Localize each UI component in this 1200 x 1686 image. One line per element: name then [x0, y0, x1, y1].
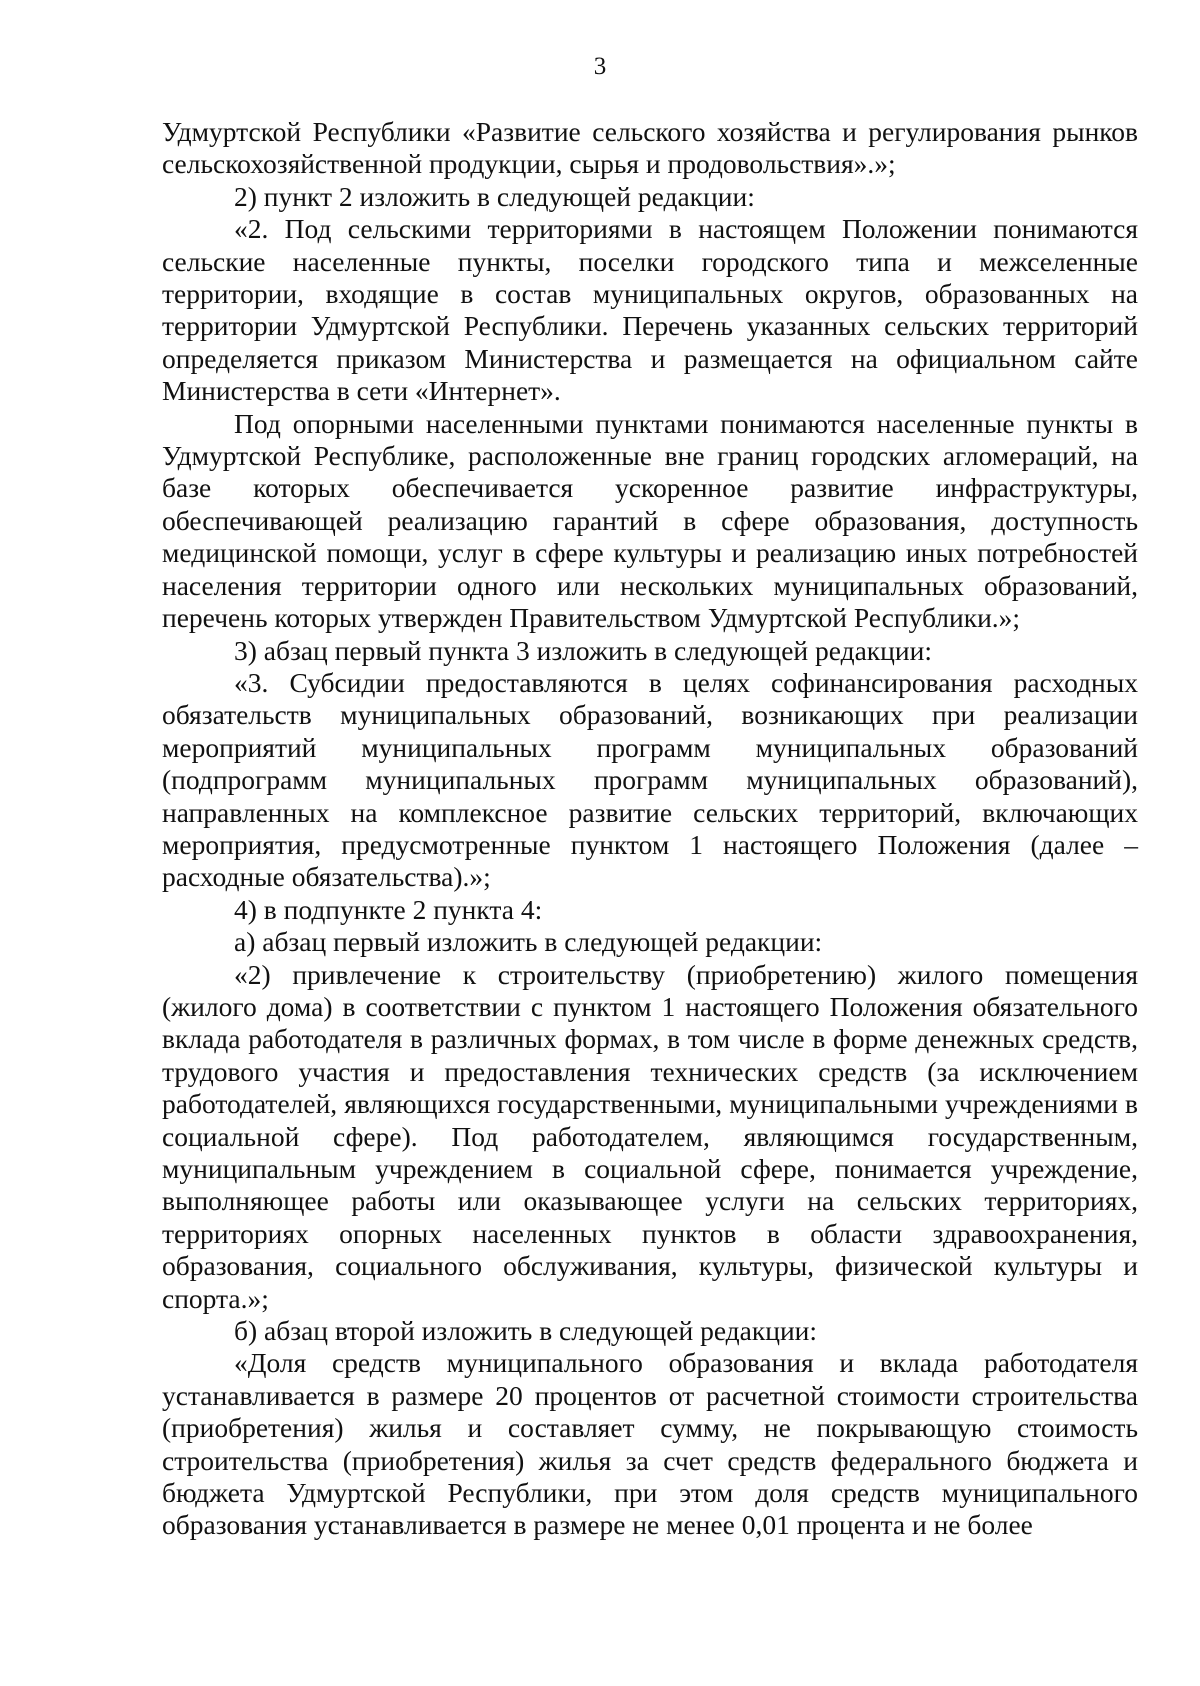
- paragraph-item-3: 3) абзац первый пункта 3 изложить в следующей редакции:: [234, 634, 932, 666]
- paragraph-share-of-funds: «Доля средств муниципального образования и вклада работодателя устанавливается в размере 20 процентов от расчетной стоимости строительства (приобретения) жилья и составляет сумму, не покрывающую стоимость строительства (приобретения) жилья за счет средств федерального бюджета и бюджета Удмуртской Республики, при этом доля средств муниципального образования устанавливается в размере не менее 0,01 процента и не более: [162, 1347, 1138, 1541]
- paragraph-item-4: 4) в подпункте 2 пункта 4:: [234, 893, 543, 925]
- paragraph-subitem-b: б) абзац второй изложить в следующей редакции:: [234, 1315, 818, 1347]
- document-body: [162, 116, 1138, 1542]
- paragraph-support-settlements: Под опорными населенными пунктами понимаются населенные пункты в Удмуртской Республике, расположенные вне границ городских агломераций, на базе которых обеспечивается ускоренное развитие инфраструктуры, обеспечивающей реализацию гарантий в сфере образования, доступность медицинской помощи, услуг в сфере культуры и реализацию иных потребностей населения территории одного или нескольких муниципальных образований, перечень которых утвержден Правительством Удмуртской Республики.»;: [162, 407, 1138, 634]
- paragraph-continuation: Удмуртской Республики «Развитие сельского хозяйства и регулирования рынков сельскохозяйственной продукции, сырья и продовольствия».»;: [162, 116, 1138, 180]
- paragraph-item-2: 2) пункт 2 изложить в следующей редакции:: [234, 180, 755, 212]
- paragraph-rural-territories: «2. Под сельскими территориями в настоящем Положении понимаются сельские населенные пункты, поселки городского типа и межселенные территории, входящие в состав муниципальных округов, образованных на территории Удмуртской Республики. Перечень указанных сельских территорий определяется приказом Министерства и размещается на официальном сайте Министерства в сети «Интернет».: [162, 213, 1138, 407]
- paragraph-subsidies: «3. Субсидии предоставляются в целях софинансирования расходных обязательств муниципальных образований, возникающих при реализации мероприятий муниципальных программ муниципальных образований (подпрограмм муниципальных программ муниципальных образований), направленных на комплексное развитие сельских территорий, включающих мероприятия, предусмотренные пунктом 1 настоящего Положения (далее – расходные обязательства).»;: [162, 666, 1138, 893]
- paragraph-subitem-a: а) абзац первый изложить в следующей редакции:: [234, 926, 823, 958]
- page-number: 3: [593, 53, 607, 80]
- paragraph-employer-contribution: «2) привлечение к строительству (приобретению) жилого помещения (жилого дома) в соответствии с пунктом 1 настоящего Положения обязательного вклада работодателя в различных формах, в том числе в форме денежных средств, трудового участия и предоставления технических средств (за исключением работодателей, являющихся государственными, муниципальными учреждениями в социальной сфере). Под работодателем, являющимся государственным, муниципальным учреждением в социальной сфере, понимается учреждение, выполняющее работы или оказывающее услуги на сельских территориях, территориях опорных населенных пунктов в области здравоохранения, образования, социального обслуживания, культуры, физической культуры и спорта.»;: [162, 958, 1138, 1314]
